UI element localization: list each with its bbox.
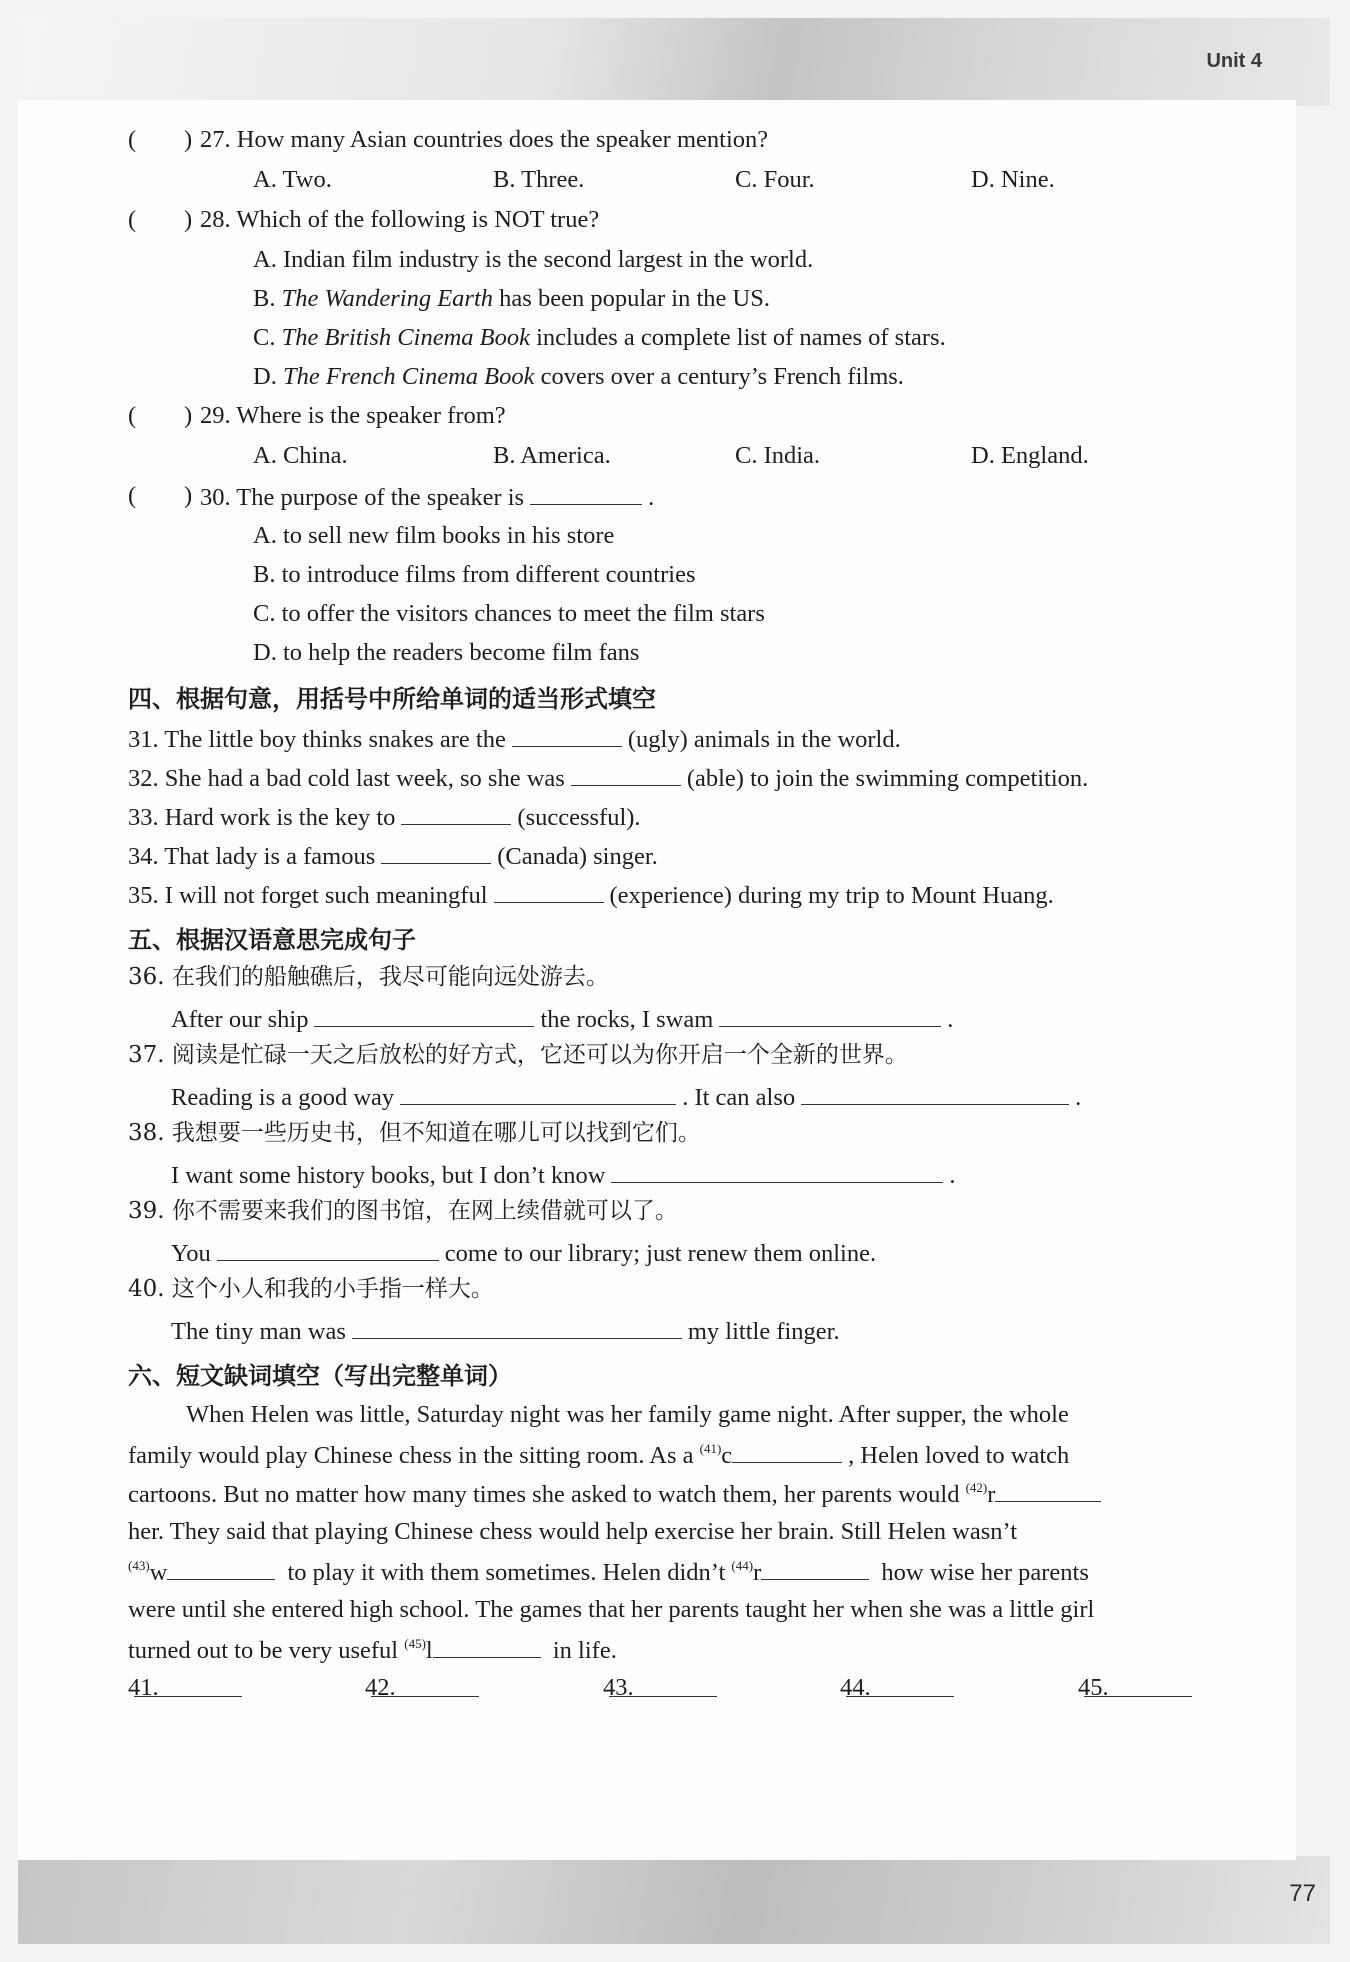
answer-blank[interactable] (719, 1002, 941, 1027)
item-text: 35. I will not forget such meaningful (128, 882, 488, 909)
answer-number: 41. (128, 1674, 159, 1701)
passage-text: turned out to be very useful (128, 1637, 399, 1664)
section-6-title: 六、短文缺词填空（写出完整单词） (128, 1362, 512, 1390)
sentence-end: . (1075, 1084, 1082, 1111)
item-33 (128, 800, 1268, 839)
options-27 (128, 164, 1268, 204)
item-hint: (experience) during my trip to Mount Huang. (609, 882, 1054, 909)
sentence-part: After our ship (171, 1006, 309, 1033)
answer-blank[interactable] (494, 878, 604, 903)
item-37-english (128, 1080, 1268, 1119)
question-text: 27. How many Asian countries does the speaker mention? (200, 126, 769, 153)
answer-blank[interactable] (381, 839, 491, 864)
answer-blank[interactable] (846, 1672, 954, 1697)
blank-number: (42) (965, 1480, 988, 1495)
item-35 (128, 878, 1268, 917)
sentence-end: . (947, 1006, 954, 1033)
first-letter: l (425, 1637, 433, 1664)
sentence-part: I want some history books, but I don’t know (171, 1162, 606, 1189)
passage-line (128, 1555, 1268, 1594)
answer-row (128, 1672, 1268, 1712)
option-b: B. to introduce films from different countries (253, 561, 696, 588)
answer-paren-open: ( (128, 482, 137, 509)
unit-label: Unit 4 (1206, 50, 1262, 72)
passage-line (128, 1477, 1268, 1516)
option-d: D. to help the readers become film fans (253, 639, 640, 666)
item-39-chinese: 39. 你不需要来我们的图书馆，在网上续借就可以了。 (128, 1198, 678, 1224)
option-d (128, 361, 1268, 400)
section-5-title: 五、根据汉语意思完成句子 (128, 926, 416, 954)
book-title: The French Cinema Book (282, 363, 535, 390)
top-banner (18, 18, 1330, 106)
section-4-title: 四、根据句意，用括号中所给单词的适当形式填空 (128, 685, 656, 713)
item-32 (128, 761, 1268, 800)
blank-number: (43) (128, 1558, 150, 1573)
answer-blank[interactable] (371, 1672, 479, 1697)
answer-blank[interactable] (530, 480, 642, 505)
blank-number: (41) (699, 1441, 722, 1456)
answer-blank[interactable] (995, 1477, 1101, 1502)
first-letter: r (987, 1481, 996, 1508)
question-text: 30. The purpose of the speaker is (200, 484, 525, 511)
option-letter: D. (253, 363, 283, 390)
answer-paren-close: ) (184, 206, 193, 233)
option-a: A. Indian film industry is the second largest in the world. (253, 246, 814, 273)
option-d: D. England. (971, 442, 1089, 469)
passage-line (128, 1438, 1268, 1477)
worksheet-content (128, 124, 1268, 1712)
item-text: 32. She had a bad cold last week, so she was (128, 765, 565, 792)
item-39-english (128, 1236, 1268, 1275)
option-rest: covers over a century’s French films. (534, 363, 904, 390)
answer-number: 43. (603, 1674, 634, 1701)
question-30 (128, 480, 1268, 520)
option-rest: has been popular in the US. (493, 285, 770, 312)
answer-paren-open: ( (128, 126, 137, 153)
sentence-part: You (171, 1240, 211, 1267)
option-c: C. India. (735, 442, 821, 469)
option-b: B. Three. (493, 166, 585, 193)
answer-paren-close: ) (184, 126, 193, 153)
question-29 (128, 400, 1268, 440)
item-hint: (able) to join the swimming competition. (686, 765, 1089, 792)
answer-blank[interactable] (571, 761, 681, 786)
option-b: B. America. (493, 442, 611, 469)
question-27 (128, 124, 1268, 164)
answer-blank[interactable] (134, 1672, 242, 1697)
answer-blank[interactable] (167, 1555, 275, 1580)
answer-number: 42. (365, 1674, 396, 1701)
sentence-part: The tiny man was (171, 1318, 346, 1345)
item-36-english (128, 1002, 1268, 1041)
item-38-chinese: 38. 我想要一些历史书，但不知道在哪儿可以找到它们。 (128, 1120, 701, 1146)
option-a: A. to sell new film books in his store (253, 522, 615, 549)
passage-text: family would play Chinese chess in the sitting room. As a (128, 1442, 694, 1469)
sentence-end: . (648, 484, 655, 511)
first-letter: r (753, 1559, 762, 1586)
bottom-banner (18, 1856, 1330, 1944)
blank-number: (44) (731, 1558, 754, 1573)
answer-blank[interactable] (400, 1080, 676, 1105)
question-28 (128, 204, 1268, 244)
item-hint: (ugly) animals in the world. (627, 726, 901, 753)
question-text: 29. Where is the speaker from? (200, 402, 506, 429)
item-31 (128, 722, 1268, 761)
answer-blank[interactable] (433, 1633, 541, 1658)
passage-text: how wise her parents (881, 1559, 1089, 1586)
answer-paren-close: ) (184, 402, 193, 429)
passage-text: to play it with them sometimes. Helen didn’t (287, 1559, 726, 1586)
item-text: 34. That lady is a famous (128, 843, 376, 870)
answer-number: 44. (840, 1674, 871, 1701)
answer-paren-open: ( (128, 206, 137, 233)
question-text: 28. Which of the following is NOT true? (200, 206, 600, 233)
option-d: D. Nine. (971, 166, 1055, 193)
answer-paren-open: ( (128, 402, 137, 429)
option-c: C. Four. (735, 166, 815, 193)
answer-blank[interactable] (217, 1236, 439, 1261)
option-a: A. Two. (253, 166, 332, 193)
passage-text: cartoons. But no matter how many times she asked to watch them, her parents would (128, 1481, 960, 1508)
item-text: 31. The little boy thinks snakes are the (128, 726, 506, 753)
sentence-part: come to our library; just renew them online. (444, 1240, 877, 1267)
answer-blank[interactable] (1084, 1672, 1192, 1697)
book-title: The Wandering Earth (281, 285, 494, 312)
options-29 (128, 440, 1268, 480)
item-38-english (128, 1158, 1268, 1197)
answer-blank[interactable] (801, 1080, 1069, 1105)
sentence-part: . It can also (682, 1084, 796, 1111)
sentence-end: . (949, 1162, 956, 1189)
option-c (128, 322, 1268, 361)
item-hint: (successful). (517, 804, 641, 831)
option-c: C. to offer the visitors chances to meet the film stars (253, 600, 765, 627)
answer-blank[interactable] (609, 1672, 717, 1697)
option-rest: includes a complete list of names of stars. (529, 324, 946, 351)
first-letter: w (149, 1559, 168, 1586)
item-40-english (128, 1314, 1268, 1353)
sentence-part: Reading is a good way (171, 1084, 395, 1111)
sentence-part: the rocks, I swam (540, 1006, 714, 1033)
passage-line: were until she entered high school. The games that her parents taught her when she was a little girl (128, 1596, 1095, 1623)
answer-blank[interactable] (401, 800, 511, 825)
answer-paren-close: ) (184, 482, 193, 509)
passage-line: her. They said that playing Chinese chess would help exercise her brain. Still Helen wasn’t (128, 1518, 1018, 1545)
passage-text: , Helen loved to watch (848, 1442, 1070, 1469)
item-34 (128, 839, 1268, 878)
book-title: The British Cinema Book (281, 324, 530, 351)
item-37-chinese: 37. 阅读是忙碌一天之后放松的好方式，它还可以为你开启一个全新的世界。 (128, 1042, 908, 1068)
answer-blank[interactable] (611, 1158, 943, 1183)
option-a: A. China. (253, 442, 348, 469)
answer-number: 45. (1078, 1674, 1109, 1701)
answer-blank[interactable] (761, 1555, 869, 1580)
first-letter: c (721, 1442, 733, 1469)
sentence-part: my little finger. (687, 1318, 840, 1345)
answer-blank[interactable] (512, 722, 622, 747)
option-letter: B. (253, 285, 282, 312)
answer-blank[interactable] (314, 1002, 534, 1027)
passage-line (128, 1633, 1268, 1672)
answer-blank[interactable] (352, 1314, 682, 1339)
blank-number: (45) (404, 1636, 426, 1651)
item-text: 33. Hard work is the key to (128, 804, 396, 831)
page-number: 77 (1289, 1880, 1316, 1907)
item-hint: (Canada) singer. (497, 843, 658, 870)
option-letter: C. (253, 324, 282, 351)
passage-line: When Helen was little, Saturday night was her family game night. After supper, the whole (186, 1401, 1069, 1428)
item-36-chinese: 36. 在我们的船触礁后，我尽可能向远处游去。 (128, 964, 609, 990)
passage-text: in life. (552, 1637, 617, 1664)
item-40-chinese: 40. 这个小人和我的小手指一样大。 (128, 1276, 494, 1302)
option-b (128, 283, 1268, 322)
answer-blank[interactable] (732, 1438, 842, 1463)
